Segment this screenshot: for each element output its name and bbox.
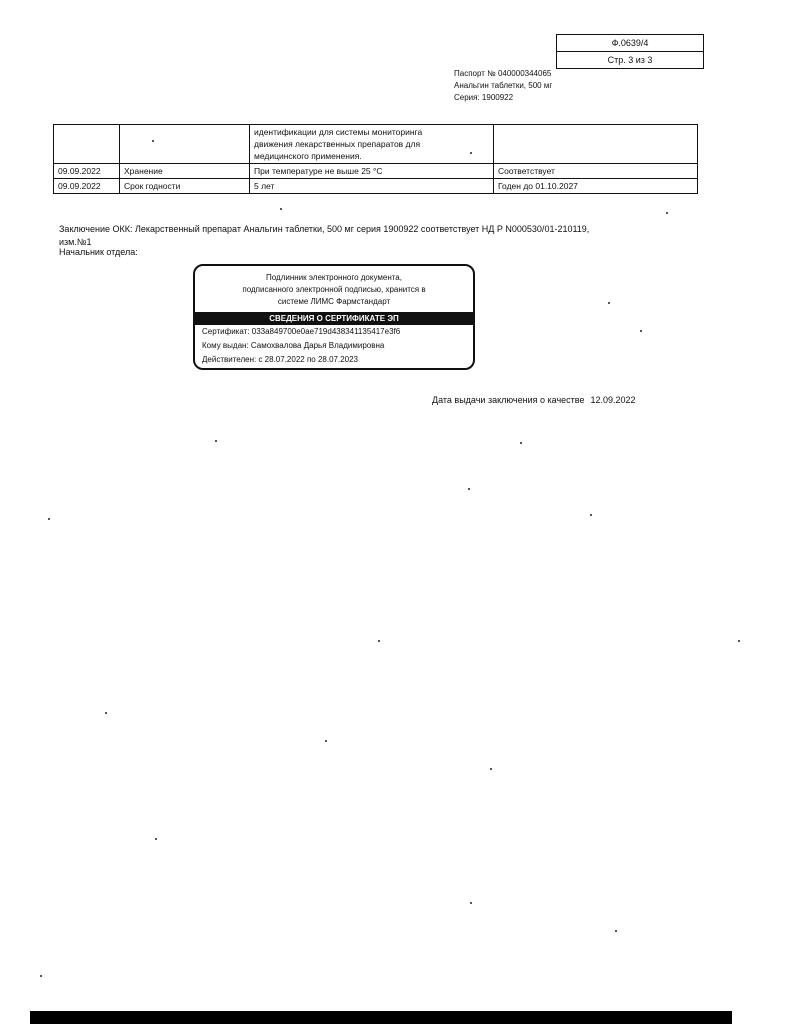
table-row [54,179,698,194]
issue-date-label: Дата выдачи заключения о качестве [432,395,585,405]
requirement-cell [250,125,494,164]
stamp-original-text [195,266,473,308]
results-table [53,124,698,194]
speck [155,838,157,840]
passport-number: Паспорт № 040000344065 [454,69,552,78]
issue-date [432,395,636,405]
stamp-line: подписанного электронной подписью, хранится в [242,285,426,294]
speck [378,640,380,642]
requirement-line: медицинского применения. [254,151,362,161]
speck [280,208,282,210]
speck [520,442,522,444]
indicator-cell: Хранение [120,164,250,179]
requirement-cell: При температуре не выше 25 °С [250,164,494,179]
stamp-line: Подлинник электронного документа, [266,273,402,282]
requirement-line: движения лекарственных препаратов для [254,139,421,149]
result-cell: Соответствует [494,164,698,179]
speck [40,975,42,977]
speck [152,140,154,142]
speck [666,212,668,214]
result-cell [494,125,698,164]
certificate-owner: Кому выдан: Самохвалова Дарья Владимировна [202,341,385,350]
certificate-id: Сертификат: 033a849700e0ae719d438341135417e3f6 [202,327,401,336]
speck [468,488,470,490]
page-number: Стр. 3 из 3 [557,51,703,68]
conclusion-line: Заключение ОКК: Лекарственный препарат Анальгин таблетки, 500 мг серия 1900922 соответствует НД Р N000530/01-210119, [59,224,590,234]
speck [590,514,592,516]
issue-date-value: 12.09.2022 [590,395,636,405]
date-cell: 09.09.2022 [54,164,120,179]
speck [325,740,327,742]
requirement-line: идентификации для системы мониторинга [254,127,423,137]
indicator-cell [120,125,250,164]
date-cell: 09.09.2022 [54,179,120,194]
speck [470,152,472,154]
stamp-line: системе ЛИМС Фармстандарт [277,297,391,306]
form-code-box [556,34,704,69]
date-cell [54,125,120,164]
product-name: Анальгин таблетки, 500 мг [454,81,553,90]
certificate-validity: Действителен: с 28.07.2022 по 28.07.2023 [202,355,358,364]
speck [640,330,642,332]
result-cell: Годен до 01.10.2027 [494,179,698,194]
speck [48,518,50,520]
speck [215,440,217,442]
table-row [54,125,698,164]
speck [470,902,472,904]
requirement-cell: 5 лет [250,179,494,194]
speck [615,930,617,932]
speck [105,712,107,714]
speck [608,302,610,304]
conclusion-text [59,223,619,249]
scan-border [30,1011,732,1024]
table-row [54,164,698,179]
stamp-header: СВЕДЕНИЯ О СЕРТИФИКАТЕ ЭП [195,312,473,325]
indicator-cell: Срок годности [120,179,250,194]
passport-header [454,68,552,104]
conclusion-line: изм.№1 [59,237,92,247]
speck [490,768,492,770]
form-code: Ф.0639/4 [611,38,649,48]
head-of-department-label: Начальник отдела: [59,247,138,257]
signature-stamp [193,264,475,370]
series-number: Серия: 1900922 [454,93,514,102]
speck [738,640,740,642]
